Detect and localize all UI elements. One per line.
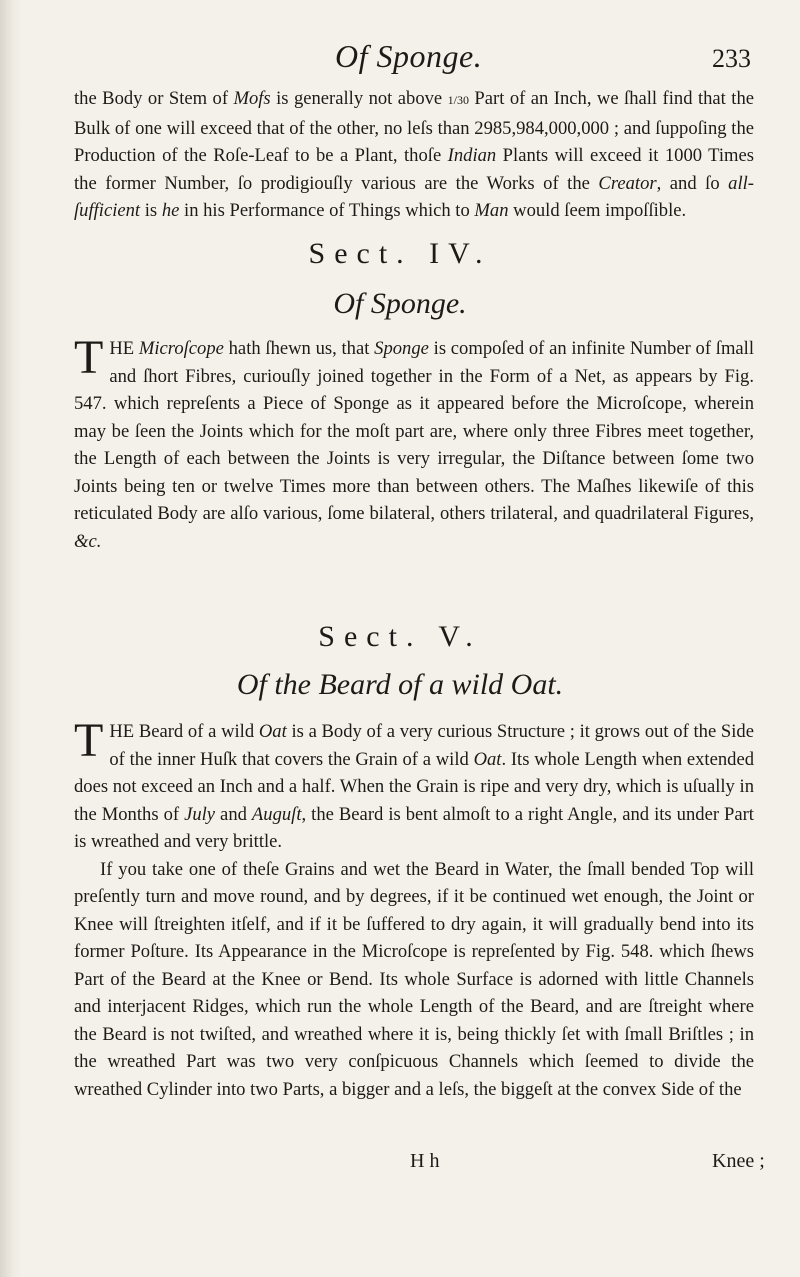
- text-run: Part of an Inch, we ſhall find that the Bulk of one will exceed that of the other, no leſs than 2985,984,000,000 ; and ſuppoſing the Production of the Roſe-Leaf to be a Plant, thoſe: [74, 88, 754, 166]
- text-run: is a Body of a very curious Structure ; it grows out of the Side of the inner Huſk that covers the Grain of a wild: [109, 721, 754, 770]
- page-footer: [0, 1150, 800, 1178]
- text-run: and: [215, 803, 252, 825]
- paragraph-mosses: [74, 85, 754, 225]
- section-title-sponge: Of Sponge.: [333, 287, 467, 320]
- text-run: HE: [109, 338, 139, 359]
- page-number: 233: [712, 44, 751, 73]
- catchword: Knee ;: [712, 1150, 765, 1172]
- signature-mark: H h: [410, 1150, 440, 1172]
- section-heading-iv: Sect. IV.: [308, 237, 492, 270]
- italic-run: Creator: [598, 172, 657, 194]
- text-run: Plants will exceed it 1000 Times the former Number, ſo prodigiouſly various are the Works of the: [74, 145, 754, 194]
- text-run: hath ſhewn us, that: [223, 338, 375, 359]
- italic-run: Sponge: [374, 338, 429, 359]
- running-title: Of Sponge.: [335, 38, 483, 74]
- text-run: , the Beard is bent almoſt to a right Angle, and its under Part is wreathed and very brittle.: [74, 803, 754, 852]
- text-run: is: [140, 200, 162, 221]
- text-run: . Its whole Length when extended does not exceed an Inch and a half. When the Grain is ripe and very dry, which is uſually in the Months of: [74, 748, 754, 825]
- paragraph-oat-beard: [74, 714, 754, 1103]
- paragraph-sponge: [74, 331, 754, 555]
- section-heading-v: Sect. V.: [318, 620, 482, 653]
- italic-run: all-ſufficient: [74, 172, 754, 221]
- italic-run: he: [161, 200, 180, 221]
- italic-run: Oat: [258, 721, 287, 742]
- text-run: the Body or Stem of: [74, 88, 234, 109]
- drop-cap: T: [74, 714, 104, 767]
- paragraph-oat-wet: If you take one of theſe Grains and wet the Beard in Water, the ſmall bended Top will preſently turn and move round, and by degrees, if it be continued wet enough, the Joint or Knee will ſtreighten itſelf, and if it be ſuffered to dry again, it will gradually bend into its former Poſture. Its Appearance in the Microſcope is repreſented by Fig. 548. which ſhews Part of the Beard at the Knee or Bend. Its whole Surface is adorned with little Channels and interjacent Ridges, which run the whole Length of the Beard, and are ſtreight where the Beard is not twiſted, and wreathed where it is, being thickly ſet with ſmall Briſtles ; in the wreathed Part was two very conſpicuous Channels which ſeemed to divide the wreathed Cylinder into two Parts, a bigger and a leſs, the biggeſt at the convex Side of the: [74, 858, 754, 1100]
- text-run: in his Performance of Things which to: [179, 200, 475, 221]
- italic-run: Oat: [473, 748, 502, 770]
- italic-run: Microſcope: [138, 338, 224, 359]
- text-run: would ſeem impoſſible.: [508, 200, 687, 221]
- text-run: HE Beard of a wild: [109, 721, 259, 742]
- italic-run: Man: [474, 200, 509, 221]
- fraction: 1/30: [447, 93, 469, 107]
- page-header: [0, 38, 800, 78]
- italic-run: July: [184, 803, 216, 825]
- text-run: is generally not above: [270, 88, 448, 109]
- drop-cap: T: [74, 331, 104, 384]
- text-run: is compoſed of an infinite Number of ſmall and ſhort Fibres, curiouſly joined together in the Form of a Net, as appears by Fig. 547. which repreſents a Piece of Sponge as it appeared before the Microſcope, wherein may be ſeen the Joints which for the moſt part are, where only three Fibres meet together, the Length of each between the Joints is very irregular, the Diſtance between ſome two Joints being ten or twelve Times more than between others. The Maſhes likewiſe of this reticulated Body are alſo various, ſome bilateral, others trilateral, and quadrilateral Figures,: [74, 338, 754, 524]
- section-title-wild-oat: Of the Beard of a wild Oat.: [236, 668, 564, 701]
- text-run: , and ſo: [656, 172, 729, 194]
- italic-run: &c.: [74, 530, 102, 552]
- italic-run: Auguſt: [251, 803, 302, 825]
- italic-run: Indian: [447, 145, 497, 166]
- italic-run: Mofs: [233, 88, 271, 109]
